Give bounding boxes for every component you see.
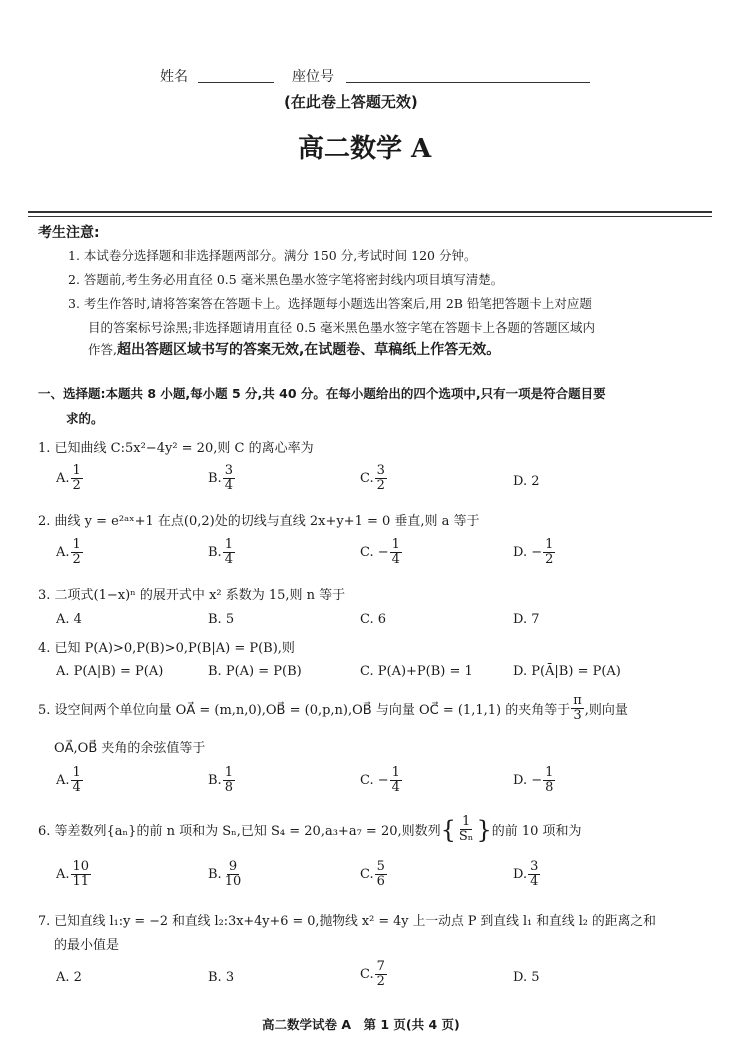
question-5-stem-tail: ,则向量	[584, 703, 628, 718]
numerator: 3	[530, 859, 539, 874]
numerator: π	[573, 693, 582, 708]
option-label: B.	[208, 867, 222, 882]
question-3-stem: 3. 二项式(1−x)ⁿ 的展开式中 x² 系数为 15,则 n 等于	[38, 588, 346, 603]
question-4-option-b	[208, 664, 302, 679]
fraction	[390, 766, 402, 795]
denominator: 2	[545, 552, 554, 567]
numerator: 1	[545, 765, 554, 780]
question-6-stem-tail: 的前 10 项和为	[491, 824, 582, 839]
denominator: 4	[530, 874, 539, 889]
question-1-option-c	[360, 464, 388, 493]
option-label: A.	[56, 773, 70, 788]
page-footer: 高二数学试卷 A 第 1 页(共 4 页)	[262, 1017, 460, 1032]
question-7-option-d	[513, 970, 540, 985]
fraction	[71, 860, 92, 889]
note-item-3-cont2	[88, 339, 500, 359]
fraction	[375, 960, 387, 989]
option-label: D. P(Ā|B) = P(A)	[513, 664, 621, 679]
numerator: 1	[72, 537, 81, 552]
name-label: 姓名	[160, 69, 188, 85]
question-4-option-a	[56, 664, 163, 679]
option-label: C.	[360, 967, 374, 982]
numerator: 1	[462, 814, 471, 829]
note-item-3-cont: 目的答案标号涂黑;非选择题请用直径 0.5 毫米黑色墨水签字笔在答题卡上各题的答题区域内	[88, 320, 596, 335]
question-6-stem-text: 6. 等差数列{aₙ}的前 n 项和为 Sₙ,已知 S₄ = 20,a₃+a₇ = 20,则数列	[38, 824, 441, 839]
numerator: 9	[228, 859, 238, 874]
question-6-option-a	[56, 860, 92, 889]
option-label: C. −	[360, 773, 389, 788]
question-2-option-b	[208, 538, 236, 567]
question-2-option-a	[56, 538, 84, 567]
invalid-notice: (在此卷上答题无效)	[284, 93, 418, 111]
numerator: 3	[376, 463, 385, 478]
numerator: 10	[72, 859, 90, 874]
option-label: A.	[56, 471, 70, 486]
denominator: 2	[376, 974, 385, 989]
note-item-1: 1. 本试卷分选择题和非选择题两部分。满分 150 分,考试时间 120 分钟。	[68, 248, 477, 263]
question-5-stem	[38, 694, 628, 723]
question-7-stem-line2: 的最小值是	[54, 938, 120, 953]
question-7-option-a	[56, 970, 82, 985]
option-label: B. 3	[208, 970, 235, 985]
seat-blank-line	[346, 82, 590, 83]
left-brace: {	[440, 815, 456, 844]
name-blank-line	[198, 82, 274, 83]
denominator: 4	[224, 478, 233, 493]
option-label: D. 2	[513, 474, 540, 489]
numerator: 1	[391, 537, 400, 552]
denominator: 4	[72, 780, 81, 795]
numerator: 1	[72, 765, 81, 780]
denominator: 11	[72, 874, 90, 889]
fraction	[71, 766, 83, 795]
numerator: 3	[224, 463, 233, 478]
fraction	[528, 860, 540, 889]
question-5-stem-line2: OA⃗,OB⃗ 夹角的余弦值等于	[54, 741, 206, 756]
question-7-stem: 7. 已知直线 l₁:y = −2 和直线 l₂:3x+4y+6 = 0,抛物线 x² = 4y 上一动点 P 到直线 l₁ 和直线 l₂ 的距离之和	[38, 914, 656, 929]
section1-heading: 一、选择题:本题共 8 小题,每小题 5 分,共 40 分。在每小题给出的四个选项中,只有一项是符合题目要	[38, 386, 606, 401]
top-rule-thin	[28, 216, 712, 217]
fraction	[375, 860, 387, 889]
option-label: A. 4	[56, 612, 82, 627]
denominator: 2	[376, 478, 385, 493]
question-1-option-d	[513, 474, 540, 489]
question-3-option-b	[208, 612, 234, 627]
fraction	[223, 538, 235, 567]
question-5-option-b	[208, 766, 236, 795]
option-label: B. P(A) = P(B)	[208, 664, 302, 679]
denominator: 8	[545, 780, 554, 795]
denominator: 4	[224, 552, 233, 567]
option-label: B.	[208, 773, 222, 788]
question-5-option-a	[56, 766, 84, 795]
page-title: 高二数学 A	[298, 134, 432, 164]
question-3-option-c	[360, 612, 386, 627]
fraction	[390, 538, 402, 567]
option-label: B. 5	[208, 612, 235, 627]
denominator: 6	[376, 874, 385, 889]
question-7-option-c	[360, 960, 388, 989]
seat-field	[292, 66, 334, 86]
fraction	[571, 694, 584, 723]
fraction	[457, 815, 476, 844]
numerator: 1	[391, 765, 400, 780]
section1-heading-cont: 求的。	[66, 411, 104, 426]
fraction	[71, 538, 83, 567]
option-label: C. P(A)+P(B) = 1	[360, 664, 473, 679]
denominator: 8	[224, 780, 233, 795]
denominator: 4	[391, 780, 400, 795]
question-6-option-d	[513, 860, 541, 889]
option-label: A.	[56, 545, 70, 560]
denominator: 2	[72, 552, 81, 567]
denominator: 10	[224, 874, 242, 889]
option-label: C.	[360, 867, 374, 882]
question-3-option-a	[56, 612, 82, 627]
fraction	[375, 464, 387, 493]
option-label: A. P(A|B) = P(A)	[56, 664, 164, 679]
option-label: D. 5	[513, 970, 540, 985]
note-item-2: 2. 答题前,考生务必用直径 0.5 毫米黑色墨水签字笔将密封线内项目填写清楚。	[68, 272, 504, 287]
fraction	[223, 860, 244, 889]
option-label: D. −	[513, 545, 543, 560]
question-4-option-c	[360, 664, 473, 679]
question-2-option-d	[513, 538, 556, 567]
note-emphasis: 超出答题区域书写的答案无效,在试题卷、草稿纸上作答无效。	[116, 342, 501, 358]
numerator: 1	[224, 765, 233, 780]
question-6-stem	[38, 815, 582, 844]
question-1-option-a	[56, 464, 84, 493]
option-label: C. −	[360, 545, 389, 560]
option-label: C.	[360, 471, 374, 486]
question-6-option-b	[208, 860, 244, 889]
question-5-option-d	[513, 766, 556, 795]
question-2-option-c	[360, 538, 403, 567]
numerator: 1	[545, 537, 554, 552]
option-label: B.	[208, 545, 222, 560]
option-label: A.	[56, 867, 70, 882]
question-3-option-d	[513, 612, 540, 627]
fraction	[223, 464, 235, 493]
seat-label: 座位号	[292, 69, 334, 85]
fraction	[543, 538, 555, 567]
question-1-option-b	[208, 464, 236, 493]
question-7-option-b	[208, 970, 234, 985]
note-item-3-end: 作答,	[88, 342, 117, 357]
denominator: Sₙ	[458, 829, 474, 844]
numerator: 7	[376, 959, 385, 974]
question-6-option-c	[360, 860, 388, 889]
question-4-stem: 4. 已知 P(A)>0,P(B)>0,P(B|A) = P(B),则	[38, 641, 295, 656]
note-item-3: 3. 考生作答时,请将答案答在答题卡上。选择题每小题选出答案后,用 2B 铅笔把答题卡上对应题	[68, 296, 592, 311]
notes-heading: 考生注意:	[38, 225, 100, 241]
fraction	[543, 766, 555, 795]
option-label: D. 7	[513, 612, 540, 627]
question-5-stem-text: 5. 设空间两个单位向量 OA⃗ = (m,n,0),OB⃗ = (0,p,n),OB⃗ 与向量 OC⃗ = (1,1,1) 的夹角等于	[38, 703, 571, 718]
top-rule	[28, 211, 712, 213]
numerator: 1	[72, 463, 81, 478]
name-field	[160, 66, 188, 86]
option-label: A. 2	[56, 970, 82, 985]
denominator: 3	[573, 708, 582, 723]
option-label: B.	[208, 471, 222, 486]
fraction	[71, 464, 83, 493]
question-4-option-d	[513, 664, 621, 679]
fraction	[223, 766, 235, 795]
option-label: C. 6	[360, 612, 387, 627]
question-2-stem: 2. 曲线 y = e²ᵃˣ+1 在点(0,2)处的切线与直线 2x+y+1 = 0 垂直,则 a 等于	[38, 514, 480, 529]
numerator: 5	[376, 859, 385, 874]
option-label: D.	[513, 867, 528, 882]
denominator: 2	[72, 478, 81, 493]
option-label: D. −	[513, 773, 543, 788]
right-brace: }	[476, 815, 492, 844]
question-1-stem: 1. 已知曲线 C:5x²−4y² = 20,则 C 的离心率为	[38, 441, 314, 456]
question-5-option-c	[360, 766, 403, 795]
numerator: 1	[224, 537, 233, 552]
denominator: 4	[391, 552, 400, 567]
